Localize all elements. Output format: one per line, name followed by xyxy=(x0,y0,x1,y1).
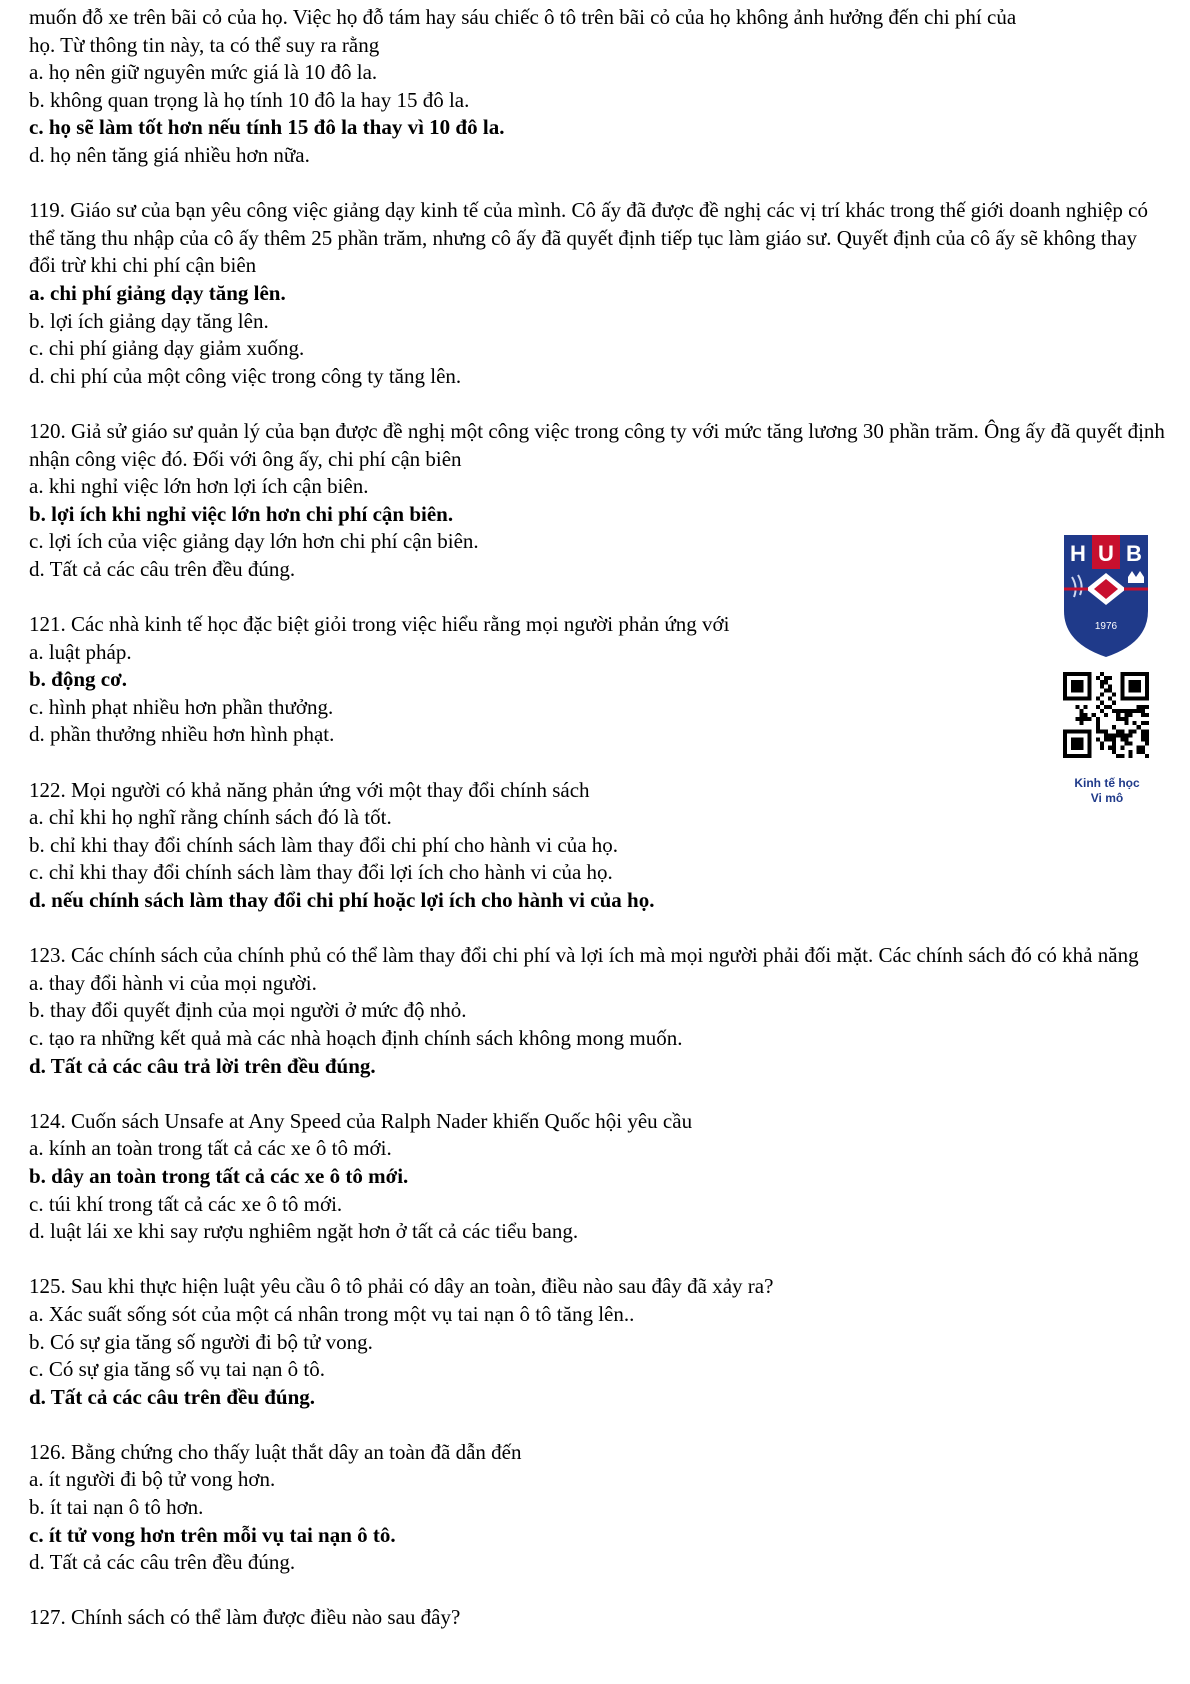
answer-option: c. tạo ra những kết quả mà các nhà hoạch định chính sách không mong muốn. xyxy=(29,1025,683,1050)
correct-answer-option: c. ít tử vong hơn trên mỗi vụ tai nạn ô tô. xyxy=(29,1522,396,1547)
qr-module xyxy=(1120,754,1124,758)
qr-module xyxy=(1108,733,1112,737)
qr-module xyxy=(1141,738,1145,742)
qr-module xyxy=(1112,746,1116,750)
qr-module xyxy=(1108,676,1112,680)
qr-module xyxy=(1104,680,1108,684)
logo-letter: H xyxy=(1070,541,1086,566)
qr-module xyxy=(1104,688,1108,692)
question-121 xyxy=(29,611,1169,749)
qr-module xyxy=(1112,733,1116,737)
qr-module xyxy=(1124,742,1128,746)
qr-module xyxy=(1124,738,1128,742)
qr-module xyxy=(1112,725,1116,729)
qr-module xyxy=(1133,721,1137,725)
qr-module xyxy=(1120,738,1124,742)
question-120 xyxy=(29,418,1169,584)
qr-module xyxy=(1104,676,1108,680)
answer-option: a. ít người đi bộ tử vong hơn. xyxy=(29,1467,276,1492)
qr-module xyxy=(1100,680,1104,684)
qr-module xyxy=(1124,717,1128,721)
answer-option: a. kính an toàn trong tất cả các xe ô tô mới. xyxy=(29,1136,392,1161)
qr-module xyxy=(1079,717,1083,721)
qr-module xyxy=(1129,742,1133,746)
correct-answer-option: d. Tất cả các câu trả lời trên đều đúng. xyxy=(29,1053,376,1078)
qr-module xyxy=(1141,721,1145,725)
qr-module xyxy=(1112,701,1116,705)
question-stem: 124. Cuốn sách Unsafe at Any Speed của Ralph Nader khiến Quốc hội yêu cầu xyxy=(29,1108,693,1133)
qr-module xyxy=(1124,713,1128,717)
qr-module xyxy=(1145,713,1149,717)
qr-module xyxy=(1096,725,1100,729)
correct-answer-option: b. lợi ích khi nghỉ việc lớn hơn chi phí cận biên. xyxy=(29,501,454,526)
qr-module xyxy=(1116,754,1120,758)
question-list xyxy=(29,4,1169,1632)
qr-module xyxy=(1133,709,1137,713)
qr-module xyxy=(1108,688,1112,692)
question-stem: 119. Giáo sư của bạn yêu công việc giảng dạy kinh tế của mình. Cô ấy đã được đề nghị các vị trí khác trong thế giới doanh nghiệp có thể tăng thu nhập của cô ấy thêm 25 phần trăm, nhưng cô ấy đã quyết định tiếp tục làm giáo sư. Quyết định của cô ấy sẽ không thay đổi trừ khi chi phí cận biên xyxy=(29,198,1148,278)
qr-module xyxy=(1112,742,1116,746)
answer-option: b. Có sự gia tăng số người đi bộ tử vong. xyxy=(29,1329,373,1354)
qr-module xyxy=(1083,705,1087,709)
qr-module xyxy=(1088,717,1092,721)
question-stem: 125. Sau khi thực hiện luật yêu cầu ô tô phải có dây an toàn, điều nào sau đây đã xảy ra? xyxy=(29,1274,774,1299)
question-119 xyxy=(29,197,1169,390)
question-123 xyxy=(29,942,1169,1080)
qr-module xyxy=(1129,713,1133,717)
answer-option: a. Xác suất sống sót của một cá nhân trong một vụ tai nạn ô tô tăng lên.. xyxy=(29,1301,635,1326)
qr-module xyxy=(1096,738,1100,742)
qr-module xyxy=(1100,684,1104,688)
qr-module xyxy=(1129,729,1133,733)
qr-module xyxy=(1137,750,1141,754)
qr-module xyxy=(1108,684,1112,688)
qr-module xyxy=(1141,705,1145,709)
qr-module xyxy=(1116,733,1120,737)
qr-module xyxy=(1141,746,1145,750)
correct-answer-option: b. động cơ. xyxy=(29,667,127,692)
question-126 xyxy=(29,1439,1169,1577)
correct-answer-option: d. Tất cả các câu trên đều đúng. xyxy=(29,1384,316,1409)
correct-answer-option: c. họ sẽ làm tốt hơn nếu tính 15 đô la thay vì 10 đô la. xyxy=(29,115,505,140)
qr-module xyxy=(1129,709,1133,713)
qr-module xyxy=(1124,709,1128,713)
qr-module xyxy=(1145,738,1149,742)
qr-module xyxy=(1137,709,1141,713)
question-124 xyxy=(29,1108,1169,1246)
subject-label-line2: Vi mô xyxy=(1090,791,1124,805)
answer-option: d. họ nên tăng giá nhiều hơn nữa. xyxy=(29,142,310,167)
university-shield-logo xyxy=(1060,531,1152,661)
correct-answer-option: b. dây an toàn trong tất cả các xe ô tô mới. xyxy=(29,1163,409,1188)
answer-option: c. chi phí giảng dạy giảm xuống. xyxy=(29,336,305,361)
qr-module xyxy=(1100,701,1104,705)
qr-module xyxy=(1145,742,1149,746)
qr-module xyxy=(1096,676,1100,680)
question-127 xyxy=(29,1604,1169,1632)
logo-letter: U xyxy=(1098,541,1114,566)
answer-option: a. chỉ khi họ nghĩ rằng chính sách đó là tốt. xyxy=(29,805,392,830)
qr-module xyxy=(1104,705,1108,709)
answer-option: d. chi phí của một công việc trong công ty tăng lên. xyxy=(29,363,462,388)
qr-module xyxy=(1100,742,1104,746)
qr-module xyxy=(1145,705,1149,709)
question-stem: 121. Các nhà kinh tế học đặc biệt giỏi trong việc hiểu rằng mọi người phản ứng với xyxy=(29,612,730,637)
answer-option: d. Tất cả các câu trên đều đúng. xyxy=(29,556,296,581)
qr-module xyxy=(1104,729,1108,733)
answer-option: c. túi khí trong tất cả các xe ô tô mới. xyxy=(29,1191,343,1216)
qr-module xyxy=(1112,750,1116,754)
answer-option: b. không quan trọng là họ tính 10 đô la hay 15 đô la. xyxy=(29,87,470,112)
answer-option: b. thay đổi quyết định của mọi người ở mức độ nhỏ. xyxy=(29,998,467,1023)
qr-module xyxy=(1083,713,1087,717)
answer-option: b. chỉ khi thay đổi chính sách làm thay đổi chi phí cho hành vi của họ. xyxy=(29,832,619,857)
qr-module xyxy=(1141,750,1145,754)
answer-option: a. luật pháp. xyxy=(29,639,132,664)
logo-letter: B xyxy=(1126,541,1142,566)
qr-module xyxy=(1100,746,1104,750)
qr-module xyxy=(1100,729,1104,733)
question-stem: 127. Chính sách có thể làm được điều nào sau đây? xyxy=(29,1605,461,1630)
qr-module xyxy=(1124,733,1128,737)
qr-module xyxy=(1096,705,1100,709)
qr-module xyxy=(1079,709,1083,713)
qr-module xyxy=(1141,713,1145,717)
answer-option: d. Tất cả các câu trên đều đúng. xyxy=(29,1550,296,1575)
qr-module xyxy=(1116,713,1120,717)
question-122 xyxy=(29,777,1169,915)
qr-module xyxy=(1133,729,1137,733)
qr-module xyxy=(1116,709,1120,713)
answer-option: d. phần thưởng nhiều hơn hình phạt. xyxy=(29,722,335,747)
qr-module xyxy=(1145,721,1149,725)
qr-module xyxy=(1096,697,1100,701)
qr-module xyxy=(1079,713,1083,717)
qr-module xyxy=(1141,709,1145,713)
qr-module xyxy=(1083,717,1087,721)
qr-module xyxy=(1100,672,1104,676)
qr-module xyxy=(1137,746,1141,750)
question-118-continued xyxy=(29,4,1169,170)
qr-module xyxy=(1104,713,1108,717)
qr-module xyxy=(1120,717,1124,721)
qr-module xyxy=(1120,746,1124,750)
qr-module xyxy=(1108,746,1112,750)
question-stem: họ. Từ thông tin này, ta có thể suy ra rằng xyxy=(29,32,380,57)
question-stem: 120. Giả sử giáo sư quản lý của bạn được đề nghị một công việc trong công ty với mức tăng lương 30 phần trăm. Ông ấy đã quyết định nhận công việc đó. Đối với ông ấy, chi phí cận biên xyxy=(29,418,1165,471)
qr-module xyxy=(1108,705,1112,709)
qr-module xyxy=(1104,738,1108,742)
qr-module xyxy=(1075,717,1079,721)
correct-answer-option: a. chi phí giảng dạy tăng lên. xyxy=(29,280,286,305)
qr-module xyxy=(1092,713,1096,717)
question-stem: muốn đỗ xe trên bãi cỏ của họ. Việc họ đỗ tám hay sáu chiếc ô tô trên bãi cỏ của họ không ảnh hưởng đến chi phí của xyxy=(29,5,1017,29)
question-stem: 126. Bằng chứng cho thấy luật thắt dây an toàn đã dẫn đến xyxy=(29,1439,522,1464)
answer-option: c. lợi ích của việc giảng dạy lớn hơn chi phí cận biên. xyxy=(29,529,479,554)
question-125 xyxy=(29,1273,1169,1411)
question-stem: 122. Mọi người có khả năng phản ứng với một thay đổi chính sách xyxy=(29,777,590,802)
answer-option: c. hình phạt nhiều hơn phần thưởng. xyxy=(29,694,334,719)
question-stem: 123. Các chính sách của chính phủ có thể làm thay đổi chi phí và lợi ích mà mọi người phải đối mặt. Các chính sách đó có khả năng xyxy=(29,943,1139,968)
correct-answer-option: d. nếu chính sách làm thay đổi chi phí hoặc lợi ích cho hành vi của họ. xyxy=(29,888,655,912)
qr-module xyxy=(1116,729,1120,733)
qr-module xyxy=(1137,725,1141,729)
qr-module xyxy=(1120,729,1124,733)
answer-option: a. khi nghỉ việc lớn hơn lợi ích cận biên. xyxy=(29,474,369,499)
qr-module xyxy=(1145,729,1149,733)
qr-module xyxy=(1124,721,1128,725)
qr-module xyxy=(1141,729,1145,733)
answer-option: a. họ nên giữ nguyên mức giá là 10 đô la. xyxy=(29,60,378,85)
qr-module xyxy=(1137,705,1141,709)
qr-module xyxy=(1129,733,1133,737)
subject-label xyxy=(1040,776,1174,806)
qr-module xyxy=(1141,733,1145,737)
qr-module xyxy=(1116,717,1120,721)
qr-module xyxy=(1112,709,1116,713)
qr-module xyxy=(1129,754,1133,758)
answer-option: b. ít tai nạn ô tô hơn. xyxy=(29,1495,204,1520)
qr-module xyxy=(1112,738,1116,742)
qr-module xyxy=(1096,729,1100,733)
qr-module xyxy=(1100,709,1104,713)
answer-option: c. chỉ khi thay đổi chính sách làm thay đổi lợi ích cho hành vi của họ. xyxy=(29,860,613,885)
qr-module xyxy=(1104,733,1108,737)
qr-module xyxy=(1145,754,1149,758)
qr-module xyxy=(1075,705,1079,709)
answer-option: d. luật lái xe khi say rượu nghiêm ngặt hơn ở tất cả các tiểu bang. xyxy=(29,1219,579,1244)
qr-module xyxy=(1108,738,1112,742)
qr-module xyxy=(1120,733,1124,737)
qr-module xyxy=(1120,709,1124,713)
qr-module xyxy=(1108,697,1112,701)
qr-module xyxy=(1096,717,1100,721)
answer-option: a. thay đổi hành vi của mọi người. xyxy=(29,970,317,995)
qr-code xyxy=(1063,672,1149,758)
answer-option: b. lợi ích giảng dạy tăng lên. xyxy=(29,308,269,333)
qr-module xyxy=(1129,750,1133,754)
subject-label-line1: Kinh tế học xyxy=(1074,776,1140,790)
logo-year: 1976 xyxy=(1094,621,1118,632)
qr-module xyxy=(1145,733,1149,737)
qr-module xyxy=(1100,692,1104,696)
qr-module xyxy=(1112,692,1116,696)
qr-module xyxy=(1079,721,1083,725)
answer-option: c. Có sự gia tăng số vụ tai nạn ô tô. xyxy=(29,1357,326,1382)
qr-module xyxy=(1096,721,1100,725)
